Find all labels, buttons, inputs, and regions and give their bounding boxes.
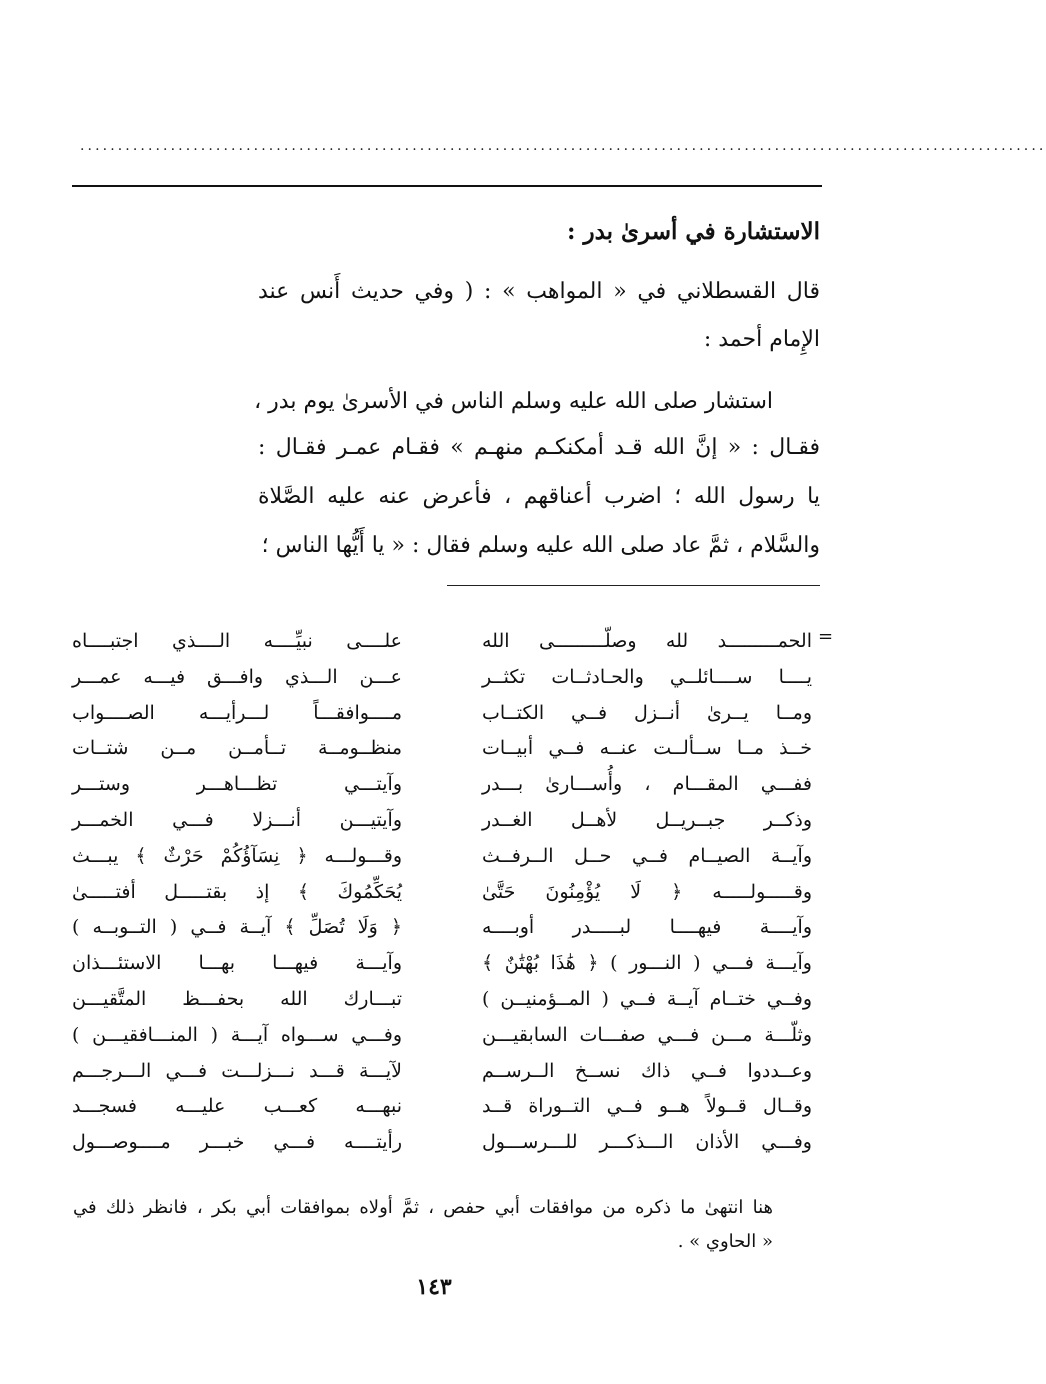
verse-first-half: وآيـــة فـــي ( النـــور ) ﴿ هَٰذَا بُهْتَٰنٌ ﴾: [482, 952, 812, 975]
footnote-note-line-2: « الحاوي » .: [677, 1231, 773, 1252]
verse-second-half: وفـــي ســـواه آيـــة ( المنـــافقيـــن ): [72, 1023, 402, 1046]
verse-second-half: نبهـــه كعـــب عليـــه فسجـــد: [72, 1095, 402, 1118]
poem-verse: [72, 839, 812, 875]
poem-verse: [72, 624, 812, 660]
verse-second-half: عـــن الـــذي وافـــق فيـــه عمـــر: [72, 665, 402, 688]
verse-first-half: الحمـــــــــد لله وصلّـــــــــى الله: [482, 630, 812, 652]
poem-verse: [72, 982, 812, 1018]
body-line-3: استشار صلى الله عليه وسلم الناس في الأسرىٰ يوم بدر ،: [254, 389, 773, 414]
verse-first-half: ومــا يــرىٰ أنــزل فــي الكتــاب: [482, 701, 812, 724]
poem-verse: [72, 803, 812, 839]
verse-first-half: وآيــة الصيــام فــي حــل الــرفــث: [482, 844, 812, 867]
verse-second-half: تبـــارك الله بحفـــظ المتَّقيـــن: [72, 987, 402, 1010]
poem-verse: [72, 1125, 812, 1161]
verse-second-half: وآيتيـــن أنـــزلا فـــي الخمـــر: [72, 808, 402, 831]
poem-verse: [72, 1089, 812, 1125]
verse-first-half: يــــا ســــائلــي والحـادثــات تكثــر: [482, 665, 812, 688]
verse-first-half: وفــي ختــام آيــة فــي ( المــؤمنيــن ): [482, 987, 812, 1010]
verse-second-half: رأيتــــه فـــي خبـــر مــــوصـــول: [72, 1131, 402, 1154]
poem-verse: [72, 1018, 812, 1054]
footnote-poem: [72, 624, 812, 1161]
verse-first-half: وآيــــة فيهــــا لبـــــدر أوبــــه: [482, 916, 812, 939]
body-line-4: فقـال : « إنَّ الله قـد أمكنكـم منهـم » فقـام عمـر فقـال :: [258, 435, 820, 460]
verse-first-half: خــذ مــا ســألــت عنــه فــي أبيــات: [482, 737, 812, 760]
verse-first-half: وقــال قــولاً هــو فــي التــوراة قــد: [482, 1095, 812, 1118]
verse-second-half: يُحَكِّمُوكَ ﴾ إذ بقتـــــل أفتـــــىٰ: [72, 880, 402, 903]
footnote-continuation-mark: =: [818, 626, 834, 647]
poem-verse: [72, 910, 812, 946]
verse-first-half: وذكــر جبــريــل لأهــل الغــدر: [482, 808, 812, 831]
verse-second-half: علــــى نبيِّــــه الــــذي اجتبــــاه: [72, 630, 402, 652]
verse-first-half: وثلّـــة مـــن فـــي صفـــات السابقيـــن: [482, 1023, 812, 1046]
footnote-rule: [447, 585, 820, 586]
verse-first-half: وعــددوا فــي ذاك نســخ الــرســم: [482, 1059, 812, 1082]
poem-verse: [72, 660, 812, 696]
footnote-note-line-1: هنا انتهىٰ ما ذكره من موافقات أبي حفص ، ثمَّ أولاه بموافقات أبي بكر ، فانظر ذلك في: [73, 1197, 773, 1218]
body-line-6: والسَّلام ، ثمَّ عاد صلى الله عليه وسلم فقال : « يا أَيُّها الناس ؛: [261, 533, 820, 558]
poem-verse: [72, 875, 812, 911]
header-dotted-line: ................................................................................................................................: [80, 138, 1046, 154]
verse-second-half: لآيـــة قـــد نـــزلـــت فـــي الـــرجـــم: [72, 1059, 402, 1082]
verse-second-half: منظــومــة تــأمــن مــن شتــات: [72, 737, 402, 760]
verse-first-half: ففـــي المقـــام ، وأُســـارىٰ بـــدر: [482, 773, 812, 796]
body-line-1: قال القسطلاني في « المواهب » : ( وفي حديث أَنس عند: [258, 279, 820, 304]
body-line-2: الإِمام أحمد :: [703, 327, 820, 352]
body-line-5: يا رسول الله ؛ اضرب أعناقهم ، فأعرض عنه عليه الصَّلاة: [258, 484, 820, 509]
section-heading: الاستشارة في أسرىٰ بدر :: [566, 218, 820, 245]
poem-verse: [72, 767, 812, 803]
page-number: ١٤٣: [416, 1274, 452, 1300]
poem-verse: [72, 1054, 812, 1090]
verse-second-half: وآيـــة فيهـــا بهـــا الاستئـــذان: [72, 952, 402, 975]
verse-second-half: مــــوافقـــاً لـــرأيـــه الصــــواب: [72, 701, 402, 724]
verse-first-half: وقـــــولـــــه ﴿ لَا يُؤْمِنُونَ حَتَّىٰ: [482, 880, 812, 903]
poem-verse: [72, 946, 812, 982]
verse-second-half: وقـــولـــه ﴿ نِسَآؤُكُمْ حَرْثٌ ﴾ يبـــث: [72, 844, 402, 867]
poem-verse: [72, 731, 812, 767]
poem-verse: [72, 696, 812, 732]
verse-second-half: وآيتـــي تظـــاهـــر وستـــر: [72, 773, 402, 796]
verse-second-half: ﴿ وَلَا تُصَلِّ ﴾ آيــة فــي ( التــوبــه ): [72, 916, 402, 939]
verse-first-half: وفـــي الأذان الـــذكـــر للـــرســـول: [482, 1131, 812, 1154]
header-rule: [72, 185, 822, 187]
